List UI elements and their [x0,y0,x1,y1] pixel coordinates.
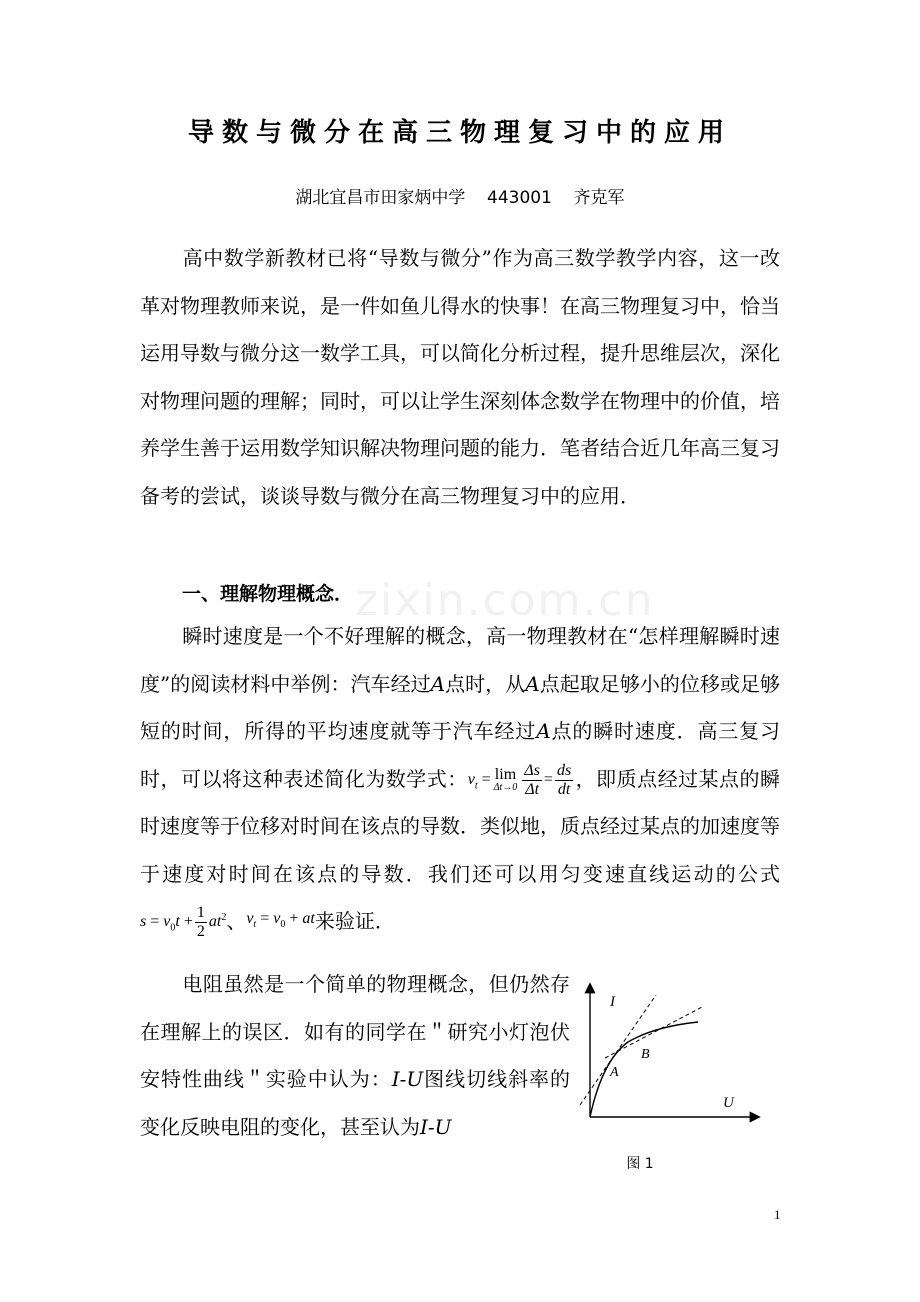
formula-operator: = [543,770,553,788]
fraction-numerator: Δs [524,761,540,779]
p2-text-1: 瞬时速度是一个不好理解的概念，高一物理教材在“怎样理解瞬时速度”的阅读材料中举例：汽车经过 [140,624,780,696]
formula-symbol: at [302,910,315,928]
formula-symbol: v [273,910,281,928]
axis-label-i: I [610,994,615,1010]
paragraph-intro-text: 高中数学新教材已将“导数与微分”作为高三数学教学内容，这一改革对物理教师来说，是一件如鱼儿得水的快事！在高三物理复习中，恰当运用导数与微分这一数学工具，可以简化分析过程，提升思维层次，深化对物理问题的理解；同时，可以让学生深刻体念数学在物理中的价值，培养学生善于运用数学知识解决物理问题的能力．笔者结合近几年高三复习备考的尝试，谈谈导数与微分在高三物理复习中的应用． [140,246,780,508]
formula-exponent: 2 [221,911,227,923]
formula-velocity [246,911,315,933]
formula-subscript: 0 [280,919,286,931]
watermark: zixin.com.cn [355,575,655,626]
p2-text-7: 来验证． [314,909,395,933]
formula-subscript: t [253,919,257,931]
formula-symbol: s [140,913,147,931]
iu-term: I-U [391,1067,424,1091]
page-number: 1 [774,1207,781,1222]
paragraph-instant-velocity [140,613,780,946]
p2-text-5: ，即质点经过某点的瞬时速度等于位移对时间在该点的导数．类似地，质点经过某点的加速度等于速度对时间在该点的导数．我们还可以用匀变速直线运动的公式 [140,766,781,886]
p3-text-1: 电阻虽然是一个简单的物理概念，但仍然存在理解上的误区．如有的同学在＂研究小灯泡伏安特性曲线＂实验中认为： [140,972,570,1091]
formula-operator: + [289,910,299,928]
point-a-ref: A [525,671,540,696]
formula-symbol: v [467,770,475,788]
formula-limit [494,767,518,793]
figure-caption: 图 1 [626,1156,654,1172]
formula-displacement [140,905,226,940]
formula-fraction [195,905,207,940]
fraction-numerator: 1 [196,904,205,921]
formula-symbol: at [208,913,222,931]
point-label-a: A [610,1065,619,1080]
formula-symbol: v [163,913,171,931]
point-label-b: B [641,1047,650,1062]
axis-label-u: U [723,1095,734,1111]
p2-text-2: 点时，从 [445,671,526,696]
author-line: 湖北宜昌市田家炳中学 443001 齐克军 [295,188,625,208]
iu-curve [590,1022,698,1117]
fraction-denominator: dt [557,780,571,798]
tangent-line-b [605,1007,702,1058]
formula-instant-velocity [468,763,575,798]
formula-subscript: 0 [170,922,176,934]
formula-operator: = [260,910,270,928]
formula-operator: + [183,913,193,931]
fraction-numerator: ds [556,761,572,779]
point-a-ref: A [430,671,446,696]
point-a-ref: A [536,719,551,743]
fraction-denominator: 2 [196,923,205,940]
formula-operator: = [150,913,160,931]
formula-lim-subscript: Δt→0 [493,782,518,793]
paragraph-resistance [140,961,570,1151]
formula-symbol: v [246,910,254,928]
formula-subscript: t [474,779,478,791]
fraction-denominator: Δt [525,780,540,798]
formula-lim-word: lim [494,766,517,783]
paragraph-intro [140,235,780,520]
formula-operator: = [481,770,491,788]
formula-fraction [522,763,542,798]
figure-iu-curve [570,980,770,1130]
section-heading-1: 一、理解物理概念． [182,583,354,605]
document-title: 导数与微分在高三物理复习中的应用 [187,118,732,148]
iu-term: I-U [420,1114,452,1139]
p2-text-6: 、 [226,909,247,933]
p2-text-4: 点的瞬时速度．高三复习时，可以将这种表述简化为数学式： [140,719,781,791]
p3-text-2: 图线切线斜率的变化反映电阻的变化，甚至认为 [140,1067,571,1139]
formula-symbol: t [175,913,180,931]
p2-text-3: 点起取足够小的位移或足够短的时间，所得的平均速度就等于汽车经过 [140,671,781,743]
formula-fraction [555,763,573,798]
